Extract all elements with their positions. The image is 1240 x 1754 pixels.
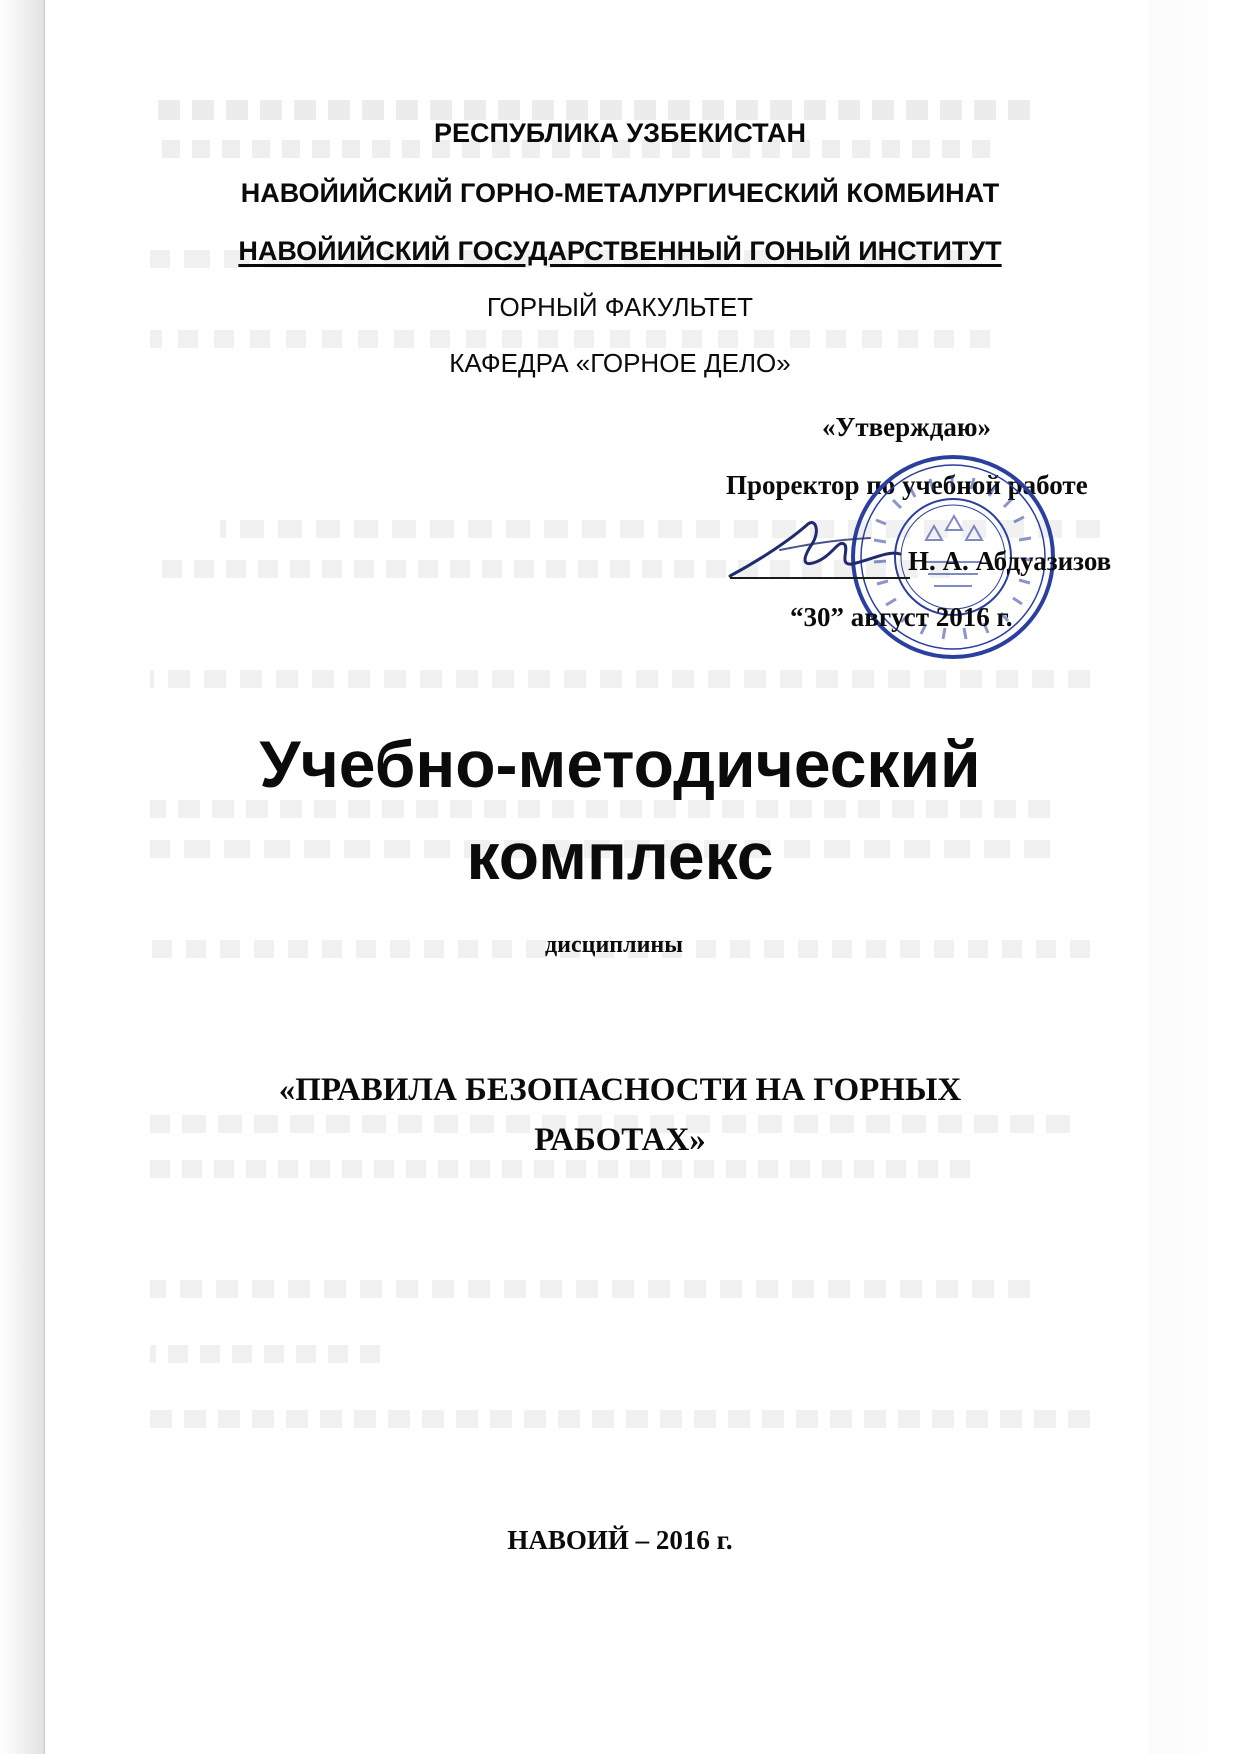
department-heading: КАФЕДРА «ГОРНОЕ ДЕЛО» <box>449 348 791 378</box>
combine-heading: НАВОЙИЙСКИЙ ГОРНО-МЕТАЛУРГИЧЕСКИЙ КОМБИНАТ <box>240 178 1000 208</box>
subject-title-line1: «ПРАВИЛА БЕЗОПАСНОСТИ НА ГОРНЫХ <box>278 1072 962 1108</box>
city-year: НАВОИЙ – 2016 г. <box>507 1525 733 1555</box>
approval-date: “30” август 2016 г. <box>790 602 1013 632</box>
document-title-line1: Учебно-методический <box>259 727 981 801</box>
document-title-line2: комплекс <box>466 819 774 893</box>
discipline-label: дисциплины <box>545 932 683 958</box>
faculty-heading: ГОРНЫЙ ФАКУЛЬТЕТ <box>486 292 754 322</box>
signature-line <box>730 577 910 579</box>
approve-label: «Утверждаю» <box>822 412 992 442</box>
subject-title-line2: РАБОТАХ» <box>534 1122 706 1158</box>
institute-heading: НАВОЙИЙСКИЙ ГОСУДАРСТВЕННЫЙ ГОНЫЙ ИНСТИТУТ <box>238 236 1002 266</box>
republic-heading: РЕСПУБЛИКА УЗБЕКИСТАН <box>434 118 806 148</box>
approver-name: Н. А. Абдуазизов <box>908 546 1112 576</box>
approver-position: Проректор по учебной работе <box>726 470 1088 500</box>
